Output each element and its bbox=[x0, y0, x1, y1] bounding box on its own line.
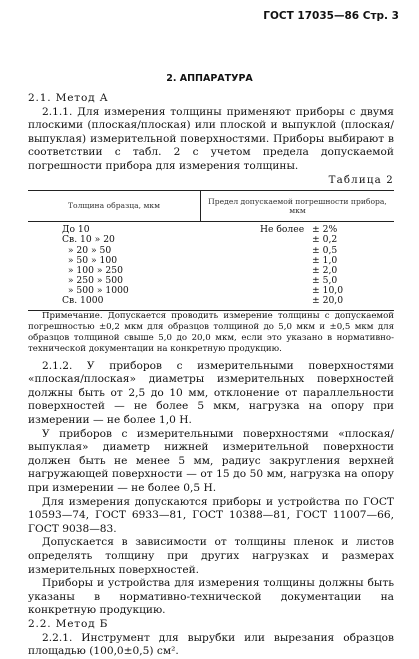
cell-error-value: ± 2% bbox=[312, 224, 338, 236]
cell-error-prefix: Не более bbox=[260, 224, 305, 236]
cell-error bbox=[200, 246, 394, 256]
cell-error-value: ± 10,0 bbox=[312, 285, 344, 297]
paragraph-gost-list: Для измерения допускаются приборы и устройства по ГОСТ 10593—74, ГОСТ 6933—81, ГОСТ 10388—81, ГОСТ 11007—66, ГОСТ 9038—83. bbox=[28, 495, 394, 535]
table-body bbox=[28, 222, 394, 310]
column-header-thickness: Толщина образца, мкм bbox=[67, 201, 161, 211]
cell-error-prefix bbox=[260, 246, 312, 256]
cell-error bbox=[200, 266, 394, 276]
paragraph-devices: Приборы и устройства для измерения толщины должны быть указаны в нормативно-технической документации на конкретную продукцию. bbox=[28, 577, 394, 617]
cell-error-value: ± 1,0 bbox=[312, 254, 338, 266]
cell-error-prefix bbox=[260, 276, 312, 286]
cell-thickness: » 500 » 1000 bbox=[62, 285, 129, 297]
cell-error-prefix bbox=[260, 296, 312, 306]
cell-error-prefix bbox=[260, 286, 312, 296]
section-title: 2. АППАРАТУРА bbox=[166, 73, 253, 84]
table-note: Примечание. Допускается проводить измерение толщины с допускаемой погрешностью ±0,2 мкм для образцов толщиной до 5,0 мкм и ±0,5 мкм для образцов толщиной свыше 5,0 до 20,0 мкм, если это указано в нормативно-технической документации на конкретную продукцию. bbox=[28, 310, 394, 354]
cell-error-prefix bbox=[260, 266, 312, 276]
method-a-title: 2.1. Метод А bbox=[28, 92, 109, 104]
thickness-table bbox=[28, 190, 394, 311]
table-row bbox=[28, 235, 394, 245]
cell-error bbox=[200, 296, 394, 306]
cell-thickness: » 250 » 500 bbox=[62, 275, 123, 287]
table-row bbox=[28, 296, 394, 306]
cell-error-value: ± 20,0 bbox=[312, 295, 344, 307]
cell-thickness: » 50 » 100 bbox=[62, 254, 118, 266]
column-header-error: Предел допускаемой погрешности прибора, мкм bbox=[200, 191, 394, 221]
cell-error bbox=[200, 225, 394, 235]
page-header: ГОСТ 17035—86 Стр. 3 bbox=[263, 10, 399, 22]
cell-error-prefix bbox=[260, 256, 312, 266]
cell-error-value: ± 0,5 bbox=[312, 244, 338, 256]
cell-thickness: » 20 » 50 bbox=[62, 244, 112, 256]
cell-error-value: ± 5,0 bbox=[312, 275, 338, 287]
paragraph-allowed: Допускается в зависимости от толщины пленок и листов определять толщину при других нагрузках и размерах измерительных поверхностей. bbox=[28, 536, 394, 576]
table-caption: Таблица 2 bbox=[328, 174, 394, 186]
cell-thickness: До 10 bbox=[62, 224, 90, 236]
cell-error-prefix bbox=[260, 235, 312, 245]
cell-error bbox=[200, 256, 394, 266]
paragraph-2-2-1: 2.2.1. Инструмент для вырубки или вырезания образцов площадью (100,0±0,5) см². bbox=[28, 631, 394, 658]
cell-thickness: » 100 » 250 bbox=[62, 264, 123, 276]
document-body bbox=[28, 92, 394, 659]
method-b-title: 2.2. Метод Б bbox=[28, 617, 109, 630]
paragraph-convex: У приборов с измерительными поверхностями «плоская/выпуклая» диаметр нижней измерительной поверхности должен быть не менее 5 мм, радиус закругления верхней нагружающей поверхности — от 15 до 50 мм, нагрузка на опору при измерении — не более 0,5 Н. bbox=[28, 427, 394, 494]
cell-error-value: ± 0,2 bbox=[312, 234, 338, 246]
cell-error bbox=[200, 276, 394, 286]
paragraph-2-1-1: 2.1.1. Для измерения толщины применяют приборы с двумя плоскими (плоская/плоская) или плоской и выпуклой (плоская/выпуклая) измерительной поверхностями. Приборы выбирают в соответствии с табл. 2 с учетом предела допускаемой погрешности прибора для измерения толщины. bbox=[28, 105, 394, 172]
paragraph-2-1-2: 2.1.2. У приборов с измерительными поверхностями «плоская/плоская» диаметры измерительных поверхностей должны быть от 2,5 до 10 мм, отклонение от параллельности поверхностей — не более 5 мкм, нагрузка на опору при измерении — не более 1,0 Н. bbox=[28, 359, 394, 427]
cell-thickness: Св. 10 » 20 bbox=[62, 234, 115, 246]
table-header bbox=[28, 191, 394, 222]
cell-error-value: ± 2,0 bbox=[312, 264, 338, 276]
cell-error bbox=[200, 286, 394, 296]
cell-thickness: Св. 1000 bbox=[62, 295, 104, 307]
cell-error bbox=[200, 235, 394, 245]
